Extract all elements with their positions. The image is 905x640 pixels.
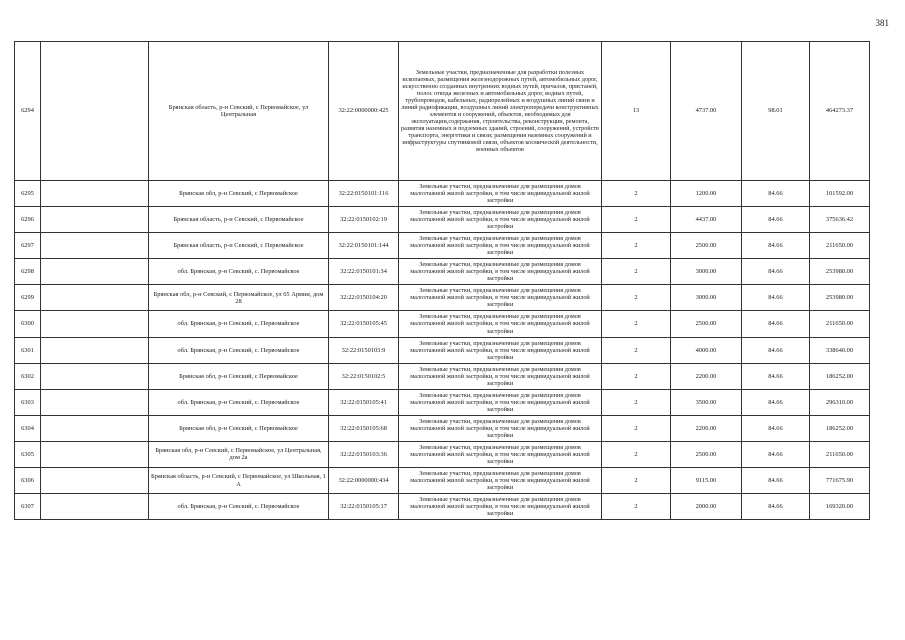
permitted-use-cell: Земельные участки, предназначенные для размещения домов малоэтажной жилой застройки, в том числе индивидуальной жилой застройки: [399, 389, 602, 415]
permitted-use-cell: Земельные участки, предназначенные для размещения домов малоэтажной жилой застройки, в том числе индивидуальной жилой застройки: [399, 337, 602, 363]
specific-value-cell: 84.66: [742, 415, 810, 441]
blank-cell: [41, 42, 149, 181]
table-row: [15, 285, 870, 311]
use-category-cell: 2: [602, 337, 671, 363]
address-cell: обл. Брянская, р-н Севский, с. Первомайское: [149, 311, 329, 337]
address-cell: Брянская область, р-н Севский, с Первомайское, ул Школьная, 1 А: [149, 468, 329, 494]
table-row: [15, 233, 870, 259]
row-number-cell: 6294: [15, 42, 41, 181]
table-row: [15, 42, 870, 181]
cadastral-value-cell: 375636.42: [810, 207, 870, 233]
area-cell: 2200.00: [671, 415, 742, 441]
permitted-use-cell: Земельные участки, предназначенные для размещения домов малоэтажной жилой застройки, в том числе индивидуальной жилой застройки: [399, 311, 602, 337]
table-row: [15, 363, 870, 389]
row-number-cell: 6299: [15, 285, 41, 311]
use-category-cell: 2: [602, 494, 671, 520]
permitted-use-cell: Земельные участки, предназначенные для размещения домов малоэтажной жилой застройки, в том числе индивидуальной жилой застройки: [399, 233, 602, 259]
specific-value-cell: 98.01: [742, 42, 810, 181]
cadastral-value-cell: 296310.00: [810, 389, 870, 415]
cadastral-value-cell: 211650.00: [810, 441, 870, 467]
permitted-use-cell: Земельные участки, предназначенные для размещения домов малоэтажной жилой застройки, в том числе индивидуальной жилой застройки: [399, 441, 602, 467]
permitted-use-cell: Земельные участки, предназначенные для размещения домов малоэтажной жилой застройки, в том числе индивидуальной жилой застройки: [399, 207, 602, 233]
use-category-cell: 2: [602, 285, 671, 311]
address-cell: обл. Брянская, р-н Севский, с. Первомайское: [149, 259, 329, 285]
specific-value-cell: 84.66: [742, 207, 810, 233]
permitted-use-cell: Земельные участки, предназначенные для размещения домов малоэтажной жилой застройки, в том числе индивидуальной жилой застройки: [399, 415, 602, 441]
cadastral-number-cell: 32:22:0150101:34: [329, 259, 399, 285]
cadastral-value-cell: 338640.00: [810, 337, 870, 363]
cadastral-value-cell: 771675.90: [810, 468, 870, 494]
cadastral-number-cell: 32:22:0150103:36: [329, 441, 399, 467]
row-number-cell: 6306: [15, 468, 41, 494]
page-number: 381: [875, 18, 889, 28]
address-cell: Брянская область, р-н Севский, с Первомайское: [149, 207, 329, 233]
use-category-cell: 2: [602, 259, 671, 285]
blank-cell: [41, 468, 149, 494]
area-cell: 2500.00: [671, 311, 742, 337]
permitted-use-cell: Земельные участки, предназначенные для размещения домов малоэтажной жилой застройки, в том числе индивидуальной жилой застройки: [399, 494, 602, 520]
blank-cell: [41, 181, 149, 207]
address-cell: обл. Брянская, р-н Севский, с. Первомайское: [149, 389, 329, 415]
cadastral-number-cell: 32:22:0150101:144: [329, 233, 399, 259]
use-category-cell: 2: [602, 181, 671, 207]
use-category-cell: 2: [602, 311, 671, 337]
permitted-use-cell: Земельные участки, предназначенные для размещения домов малоэтажной жилой застройки, в том числе индивидуальной жилой застройки: [399, 259, 602, 285]
blank-cell: [41, 415, 149, 441]
cadastral-number-cell: 32:22:0000000:425: [329, 42, 399, 181]
cadastral-number-cell: 32:22:0150102:19: [329, 207, 399, 233]
row-number-cell: 6305: [15, 441, 41, 467]
cadastral-number-cell: 32:22:0150104:20: [329, 285, 399, 311]
row-number-cell: 6307: [15, 494, 41, 520]
cadastral-value-cell: 211650.00: [810, 233, 870, 259]
cadastral-number-cell: 32:22:0150105:17: [329, 494, 399, 520]
address-cell: Брянская область, р-н Севский, с Первомайское: [149, 233, 329, 259]
use-category-cell: 2: [602, 441, 671, 467]
area-cell: 4437.00: [671, 207, 742, 233]
table-row: [15, 389, 870, 415]
address-cell: Брянская обл, р-н Севский, с Первомайское: [149, 415, 329, 441]
blank-cell: [41, 285, 149, 311]
cadastral-number-cell: 32:22:0150101:116: [329, 181, 399, 207]
area-cell: 2500.00: [671, 233, 742, 259]
use-category-cell: 2: [602, 207, 671, 233]
row-number-cell: 6304: [15, 415, 41, 441]
blank-cell: [41, 311, 149, 337]
cadastral-value-cell: 169320.00: [810, 494, 870, 520]
cadastral-number-cell: 32:22:0150103:9: [329, 337, 399, 363]
address-cell: Брянская область, р-н Севский, с Первомайское, ул Центральная: [149, 42, 329, 181]
row-number-cell: 6302: [15, 363, 41, 389]
blank-cell: [41, 259, 149, 285]
row-number-cell: 6296: [15, 207, 41, 233]
table-row: [15, 181, 870, 207]
specific-value-cell: 84.66: [742, 494, 810, 520]
table-row: [15, 494, 870, 520]
cadastral-value-cell: 186252.00: [810, 363, 870, 389]
table-row: [15, 207, 870, 233]
specific-value-cell: 84.66: [742, 311, 810, 337]
area-cell: 2000.00: [671, 494, 742, 520]
cadastral-value-cell: 253980.00: [810, 285, 870, 311]
area-cell: 4737.00: [671, 42, 742, 181]
row-number-cell: 6295: [15, 181, 41, 207]
cadastral-value-cell: 186252.00: [810, 415, 870, 441]
specific-value-cell: 84.66: [742, 233, 810, 259]
use-category-cell: 2: [602, 468, 671, 494]
row-number-cell: 6303: [15, 389, 41, 415]
use-category-cell: 2: [602, 389, 671, 415]
area-cell: 3000.00: [671, 259, 742, 285]
address-cell: Брянская обл, р-н Севский, с Первомайское, ул 65 Армии, дом 28: [149, 285, 329, 311]
table-row: [15, 311, 870, 337]
table-row: [15, 337, 870, 363]
table-body: [15, 42, 870, 520]
blank-cell: [41, 207, 149, 233]
table-row: [15, 468, 870, 494]
specific-value-cell: 84.66: [742, 389, 810, 415]
blank-cell: [41, 389, 149, 415]
specific-value-cell: 84.66: [742, 468, 810, 494]
table-row: [15, 441, 870, 467]
row-number-cell: 6300: [15, 311, 41, 337]
blank-cell: [41, 233, 149, 259]
specific-value-cell: 84.66: [742, 441, 810, 467]
row-number-cell: 6297: [15, 233, 41, 259]
cadastral-number-cell: 32:22:0150102:5: [329, 363, 399, 389]
blank-cell: [41, 441, 149, 467]
use-category-cell: 2: [602, 363, 671, 389]
cadastral-number-cell: 32:22:0000000:434: [329, 468, 399, 494]
area-cell: 2200.00: [671, 363, 742, 389]
row-number-cell: 6298: [15, 259, 41, 285]
cadastral-number-cell: 32:22:0150105:68: [329, 415, 399, 441]
address-cell: Брянская обл, р-н Севский, с Первомайское: [149, 363, 329, 389]
address-cell: Брянская обл, р-н Севский, с Первомайское: [149, 181, 329, 207]
blank-cell: [41, 363, 149, 389]
cadastral-value-cell: 101592.00: [810, 181, 870, 207]
address-cell: обл. Брянская, р-н Севский, с. Первомайское: [149, 494, 329, 520]
use-category-cell: 13: [602, 42, 671, 181]
area-cell: 4000.00: [671, 337, 742, 363]
area-cell: 9115.00: [671, 468, 742, 494]
cadastral-value-cell: 464273.37: [810, 42, 870, 181]
area-cell: 1200.00: [671, 181, 742, 207]
cadastral-number-cell: 32:22:0150105:41: [329, 389, 399, 415]
use-category-cell: 2: [602, 415, 671, 441]
use-category-cell: 2: [602, 233, 671, 259]
specific-value-cell: 84.66: [742, 285, 810, 311]
land-parcel-table: [14, 41, 870, 520]
permitted-use-cell: Земельные участки, предназначенные для разработки полезных ископаемых, размещения железнодорожных путей, автомобильных дорог, искусственно созданных внутренних водных путей, причалов, пристаней, полос отвода железных и автомобильных дорог, водных путей, трубопроводов, кабельных, радиорелейных и воздушных линий связи и линий радиофикации, воздушных линий электропередачи конструктивных элементов и сооружений, объектов, необходимых для эксплуатации,содержания, строительства, реконструкции, ремонта, развития наземных и подземных зданий, строений, сооружений, устройств транспорта, энергетики и связи; размещения наземных сооружений и инфраструктуры спутниковой связи, объектов космической деятельности, военных объектов: [399, 42, 602, 181]
table-row: [15, 415, 870, 441]
address-cell: Брянская обл, р-н Севский, с Первомайское, ул Центральная, дом 2а: [149, 441, 329, 467]
specific-value-cell: 84.66: [742, 363, 810, 389]
specific-value-cell: 84.66: [742, 259, 810, 285]
cadastral-number-cell: 32:22:0150105:45: [329, 311, 399, 337]
permitted-use-cell: Земельные участки, предназначенные для размещения домов малоэтажной жилой застройки, в том числе индивидуальной жилой застройки: [399, 181, 602, 207]
table-row: [15, 259, 870, 285]
specific-value-cell: 84.66: [742, 337, 810, 363]
row-number-cell: 6301: [15, 337, 41, 363]
cadastral-value-cell: 211650.00: [810, 311, 870, 337]
permitted-use-cell: Земельные участки, предназначенные для размещения домов малоэтажной жилой застройки, в том числе индивидуальной жилой застройки: [399, 285, 602, 311]
permitted-use-cell: Земельные участки, предназначенные для размещения домов малоэтажной жилой застройки, в том числе индивидуальной жилой застройки: [399, 468, 602, 494]
address-cell: обл. Брянская, р-н Севский, с. Первомайское: [149, 337, 329, 363]
permitted-use-cell: Земельные участки, предназначенные для размещения домов малоэтажной жилой застройки, в том числе индивидуальной жилой застройки: [399, 363, 602, 389]
blank-cell: [41, 337, 149, 363]
cadastral-value-cell: 253980.00: [810, 259, 870, 285]
blank-cell: [41, 494, 149, 520]
area-cell: 3500.00: [671, 389, 742, 415]
area-cell: 2500.00: [671, 441, 742, 467]
area-cell: 3000.00: [671, 285, 742, 311]
specific-value-cell: 84.66: [742, 181, 810, 207]
